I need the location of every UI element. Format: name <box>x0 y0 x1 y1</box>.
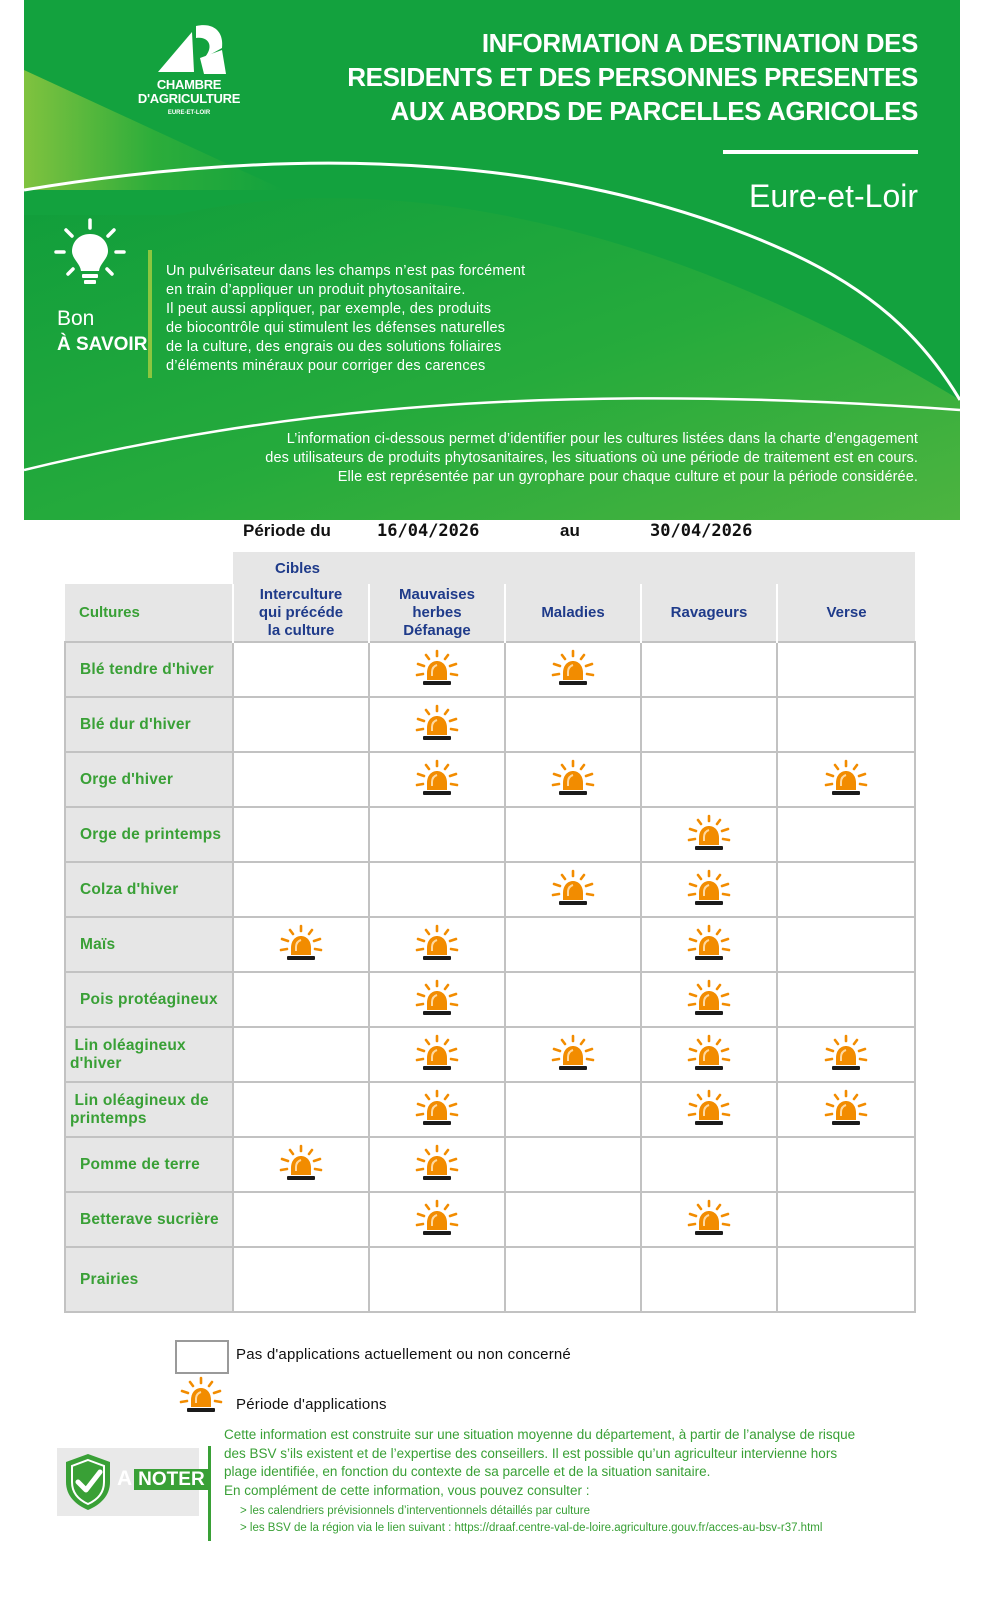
note-text <box>224 1426 924 1500</box>
siren-icon <box>823 1089 869 1131</box>
siren-icon <box>686 1089 732 1131</box>
bon-a-savoir-bar <box>148 250 152 378</box>
empty-cell <box>505 1137 641 1192</box>
check-shield-icon <box>64 1452 112 1512</box>
a-noter-letter: A <box>117 1467 133 1490</box>
siren-icon <box>278 924 324 966</box>
empty-cell <box>505 807 641 862</box>
empty-cell <box>369 862 505 917</box>
bon-label: Bon <box>57 307 95 330</box>
lightbulb-icon <box>54 218 126 290</box>
culture-name-line: Orge d'hiver <box>80 770 174 788</box>
siren-icon <box>686 979 732 1021</box>
culture-name <box>65 642 233 697</box>
savoir-line: Il peut aussi appliquer, par exemple, des produits <box>166 301 492 317</box>
empty-cell <box>233 862 369 917</box>
savoir-line: en train d’appliquer un produit phytosanitaire. <box>166 282 466 298</box>
empty-cell <box>233 807 369 862</box>
application-cell <box>641 917 777 972</box>
period-from-label: Période du <box>243 521 331 540</box>
culture-name <box>65 1137 233 1192</box>
empty-cell <box>369 1247 505 1312</box>
empty-cell <box>233 752 369 807</box>
empty-cell <box>505 1082 641 1137</box>
empty-cell <box>641 1247 777 1312</box>
empty-cell <box>777 1137 915 1192</box>
culture-name <box>65 752 233 807</box>
culture-name-line: Orge de printemps <box>80 825 222 843</box>
savoir-line: d’éléments minéraux pour corriger des carences <box>166 358 486 374</box>
siren-icon <box>550 1034 596 1076</box>
period-to-label: au <box>560 521 580 540</box>
table-row <box>65 807 915 862</box>
column-header-mauvaises-herbes <box>369 584 505 642</box>
culture-name <box>65 697 233 752</box>
logo-line-3: EURE-ET-LOIR <box>167 110 211 116</box>
application-cell <box>641 1027 777 1082</box>
culture-name <box>65 807 233 862</box>
empty-cell <box>65 552 233 584</box>
culture-name-line: Maïs <box>80 935 116 953</box>
empty-cell <box>505 697 641 752</box>
empty-cell <box>777 807 915 862</box>
culture-name-line: printemps <box>70 1109 147 1127</box>
legend-empty-label: Pas d'applications actuellement ou non concerné <box>236 1346 571 1363</box>
empty-cell <box>233 697 369 752</box>
siren-icon <box>550 869 596 911</box>
empty-cell <box>641 1137 777 1192</box>
culture-name-line: Pois protéagineux <box>80 990 218 1008</box>
logo-text <box>134 78 244 120</box>
application-cell <box>369 1192 505 1247</box>
application-cell <box>369 972 505 1027</box>
table-row <box>65 1082 915 1137</box>
column-header-row <box>65 584 915 642</box>
period-to-date: 30/04/2026 <box>650 521 753 541</box>
column-header-line: Défanage <box>403 621 471 639</box>
culture-name <box>65 1192 233 1247</box>
culture-name-line: d'hiver <box>70 1054 122 1072</box>
cibles-row <box>65 552 915 584</box>
note-line: des BSV s’ils existent et de l’expertise des conseillers. Il est possible qu’un agriculteur intervienne hors <box>224 1445 838 1461</box>
application-cell <box>641 862 777 917</box>
empty-cell <box>777 862 915 917</box>
siren-icon <box>686 814 732 856</box>
legend-empty-swatch <box>175 1340 229 1374</box>
empty-cell <box>233 1082 369 1137</box>
application-cell <box>777 1082 915 1137</box>
column-header-line: Mauvaises <box>399 585 475 603</box>
table-row <box>65 972 915 1027</box>
note-link-calendriers[interactable]: > les calendriers prévisionnels d’interventionnels détaillés par culture <box>240 1505 590 1517</box>
culture-table <box>64 552 916 1313</box>
title-divider <box>723 150 918 154</box>
a-noter-label <box>117 1466 209 1492</box>
department-name: Eure-et-Loir <box>749 178 918 214</box>
siren-icon <box>414 649 460 691</box>
empty-cell <box>233 642 369 697</box>
culture-name <box>65 1082 233 1137</box>
culture-name-line: Blé tendre d'hiver <box>80 660 214 678</box>
legend-siren-label: Période d'applications <box>236 1396 387 1413</box>
siren-icon <box>686 869 732 911</box>
table-row <box>65 1137 915 1192</box>
column-header-line: herbes <box>412 603 462 621</box>
siren-icon <box>686 924 732 966</box>
table-row <box>65 1027 915 1082</box>
empty-cell <box>777 1247 915 1312</box>
table-row <box>65 697 915 752</box>
application-cell <box>369 642 505 697</box>
title-line: RESIDENTS ET DES PERSONNES PRESENTES <box>347 62 918 92</box>
intro-line: Elle est représentée par un gyrophare pour chaque culture et pour la période considérée. <box>337 469 918 485</box>
culture-name <box>65 972 233 1027</box>
siren-icon <box>686 1199 732 1241</box>
siren-icon <box>550 649 596 691</box>
siren-icon <box>823 1034 869 1076</box>
savoir-line: Un pulvérisateur dans les champs n’est pas forcément <box>166 263 526 279</box>
application-cell <box>369 917 505 972</box>
siren-icon <box>686 1034 732 1076</box>
empty-cell <box>505 1247 641 1312</box>
application-cell <box>369 752 505 807</box>
empty-cell <box>777 642 915 697</box>
empty-cell <box>505 917 641 972</box>
empty-cell <box>777 697 915 752</box>
siren-icon <box>414 1144 460 1186</box>
column-header-line: Interculture <box>259 585 343 603</box>
application-cell <box>369 1082 505 1137</box>
application-cell <box>777 752 915 807</box>
culture-name <box>65 862 233 917</box>
application-cell <box>505 642 641 697</box>
column-header-line: Maladies <box>541 603 605 621</box>
column-header-line: Ravageurs <box>670 603 748 621</box>
title-line: INFORMATION A DESTINATION DES <box>481 28 918 58</box>
siren-icon <box>414 979 460 1021</box>
application-cell <box>505 752 641 807</box>
siren-icon <box>414 704 460 746</box>
application-cell <box>505 862 641 917</box>
empty-cell <box>369 807 505 862</box>
culture-name <box>65 917 233 972</box>
savoir-line: de biocontrôle qui stimulent les défenses naturelles <box>166 320 506 336</box>
siren-icon <box>414 1089 460 1131</box>
culture-name-line: Lin oléagineux <box>70 1036 186 1054</box>
empty-cell <box>233 972 369 1027</box>
logo-line-2: D'AGRICULTURE <box>137 91 241 106</box>
table-row <box>65 1247 915 1312</box>
application-cell <box>777 1027 915 1082</box>
table-row <box>65 752 915 807</box>
cultures-header: Cultures <box>65 584 233 642</box>
empty-cell <box>641 752 777 807</box>
a-noter-word: NOTER <box>134 1469 209 1490</box>
note-line: En complément de cette information, vous pouvez consulter : <box>224 1482 590 1498</box>
empty-cell <box>233 1027 369 1082</box>
application-cell <box>233 1137 369 1192</box>
culture-name-line: Blé dur d'hiver <box>80 715 191 733</box>
empty-cell <box>641 642 777 697</box>
application-cell <box>641 807 777 862</box>
table-row <box>65 1192 915 1247</box>
table-row <box>65 862 915 917</box>
siren-icon <box>178 1376 224 1418</box>
siren-icon <box>414 1199 460 1241</box>
culture-name <box>65 1247 233 1312</box>
savoir-line: de la culture, des engrais ou des solutions foliaires <box>166 339 502 355</box>
note-link-bsv[interactable]: > les BSV de la région via le lien suivant : https://draaf.centre-val-de-loire.agriculture.gouv.fr/acces-au-bsv-r37.html <box>240 1521 823 1534</box>
siren-icon <box>278 1144 324 1186</box>
culture-name-line: Lin oléagineux de <box>70 1091 209 1109</box>
table-row <box>65 642 915 697</box>
title-line: AUX ABORDS DE PARCELLES AGRICOLES <box>390 96 918 126</box>
empty-cell <box>777 1192 915 1247</box>
culture-name-line: Betterave sucrière <box>80 1210 219 1228</box>
intro-line: L’information ci-dessous permet d’identifier pour les cultures listées dans la charte d’engagement <box>286 431 918 447</box>
siren-icon <box>414 1034 460 1076</box>
logo-line-1: CHAMBRE <box>156 77 222 92</box>
empty-cell <box>777 917 915 972</box>
culture-name-line: Colza d'hiver <box>80 880 179 898</box>
application-cell <box>505 1027 641 1082</box>
siren-icon <box>414 759 460 801</box>
column-header-line: Verse <box>826 603 867 621</box>
empty-cell <box>233 1192 369 1247</box>
application-cell <box>369 697 505 752</box>
table-row <box>65 917 915 972</box>
note-bar <box>208 1446 211 1541</box>
empty-cell <box>505 1192 641 1247</box>
culture-name <box>65 1027 233 1082</box>
period-from-date: 16/04/2026 <box>377 521 480 541</box>
empty-cell <box>233 1247 369 1312</box>
siren-icon <box>550 759 596 801</box>
intro-line: des utilisateurs de produits phytosanitaires, les situations où une période de traitement est en cours. <box>265 450 918 466</box>
empty-cell <box>641 697 777 752</box>
cibles-header: Cibles <box>233 552 915 584</box>
note-line: Cette information est construite sur une situation moyenne du département, à partir de l’analyse de risque <box>224 1427 856 1442</box>
column-header-interculture <box>233 584 369 642</box>
application-cell <box>641 1192 777 1247</box>
application-cell <box>233 917 369 972</box>
empty-cell <box>505 972 641 1027</box>
siren-icon <box>414 924 460 966</box>
application-cell <box>369 1027 505 1082</box>
application-cell <box>641 972 777 1027</box>
column-header-ravageurs <box>641 584 777 642</box>
header-banner <box>24 0 960 520</box>
empty-cell <box>777 972 915 1027</box>
column-header-maladies <box>505 584 641 642</box>
culture-name-line: Pomme de terre <box>80 1155 200 1173</box>
a-savoir-label: À SAVOIR <box>57 334 148 355</box>
intro-text <box>58 430 918 487</box>
application-cell <box>369 1137 505 1192</box>
column-header-verse <box>777 584 915 642</box>
column-header-line: la culture <box>267 621 335 639</box>
bon-a-savoir-text <box>166 262 626 376</box>
note-line: plage identifiée, en fonction du contexte de sa parcelle et de la situation sanitaire. <box>224 1464 711 1479</box>
siren-icon <box>823 759 869 801</box>
column-header-line: qui précéde <box>258 603 344 621</box>
culture-name-line: Prairies <box>80 1270 139 1288</box>
application-cell <box>641 1082 777 1137</box>
page-title <box>298 26 918 128</box>
note-links <box>240 1503 822 1536</box>
